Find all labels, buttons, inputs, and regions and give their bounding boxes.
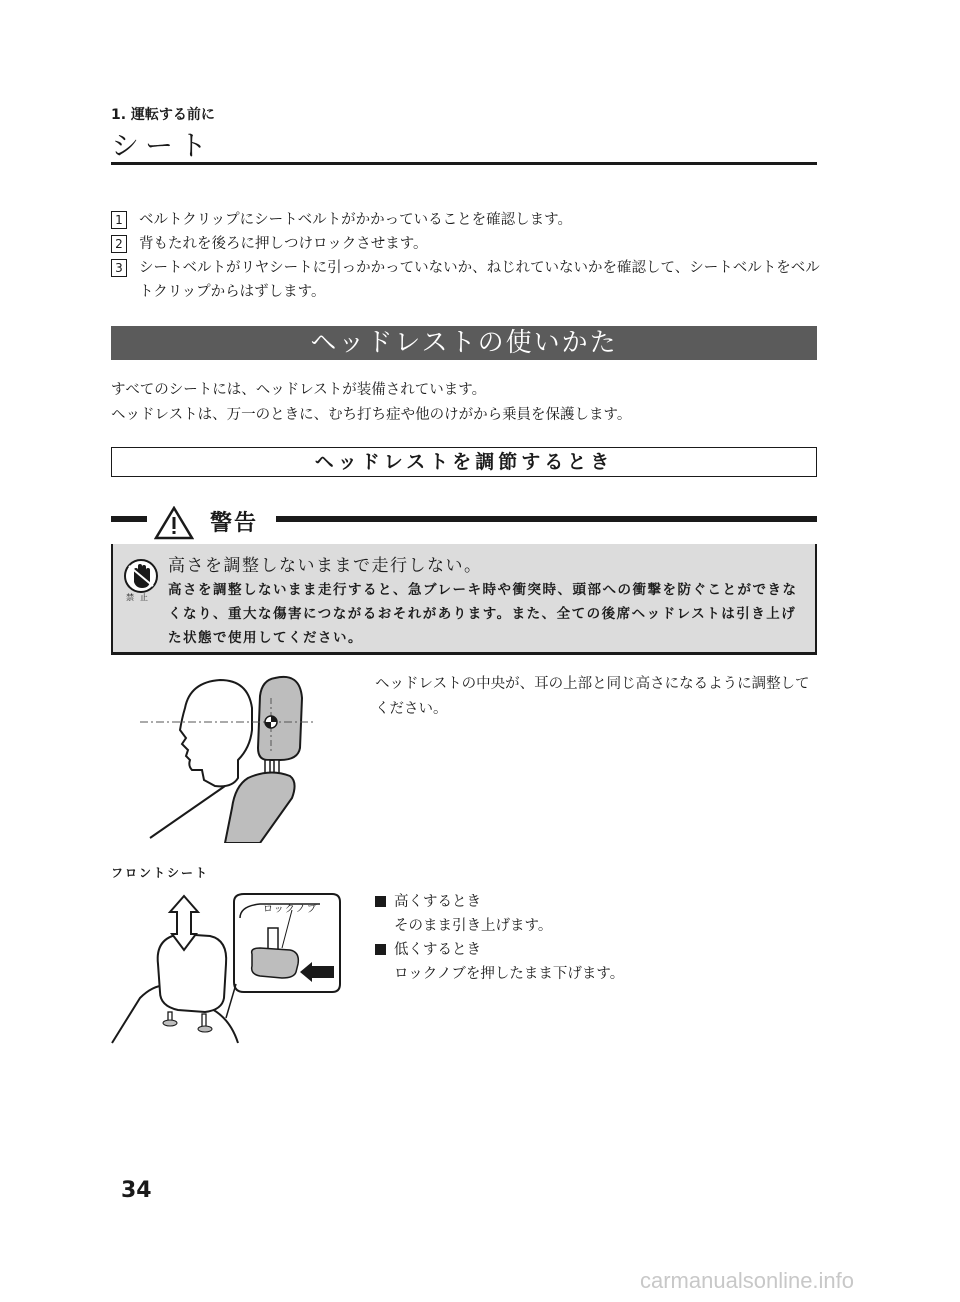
step-number: 2: [111, 235, 127, 253]
section-label: 1. 運転する前に: [111, 107, 215, 123]
warning-title: 警告: [210, 511, 259, 536]
warning-heading: 高さを調整しないままで走行しない。: [168, 556, 483, 576]
warning-rule-left: [111, 516, 147, 522]
prohibit-label: 禁止: [126, 593, 154, 602]
step-text: シートベルトがリヤシートに引っかかっていないか、ねじれていないかを確認して、シートベルトをベルトクリップからはずします。: [139, 260, 820, 300]
bullet-square-icon: [375, 896, 386, 907]
warning-triangle-icon: [154, 506, 194, 540]
subheading: ヘッドレストを調節するとき: [111, 447, 817, 477]
step-item: [111, 256, 821, 304]
bullet-square-icon: [375, 944, 386, 955]
warning-text: 高さを調整しないまま走行すると、急ブレーキ時や衝突時、頭部への衝撃を防ぐことができなくなり、重大な傷害につながるおそれがあります。また、全ての後席ヘッドレストは引き上げた状態で使用してください。: [168, 582, 798, 646]
intro-line: ヘッドレストは、万一のときに、むち打ち症や他のけがから乗員を保護します。: [111, 407, 632, 423]
headrest-intro: [111, 378, 817, 428]
warning-rule-right: [276, 516, 817, 522]
step-item: [111, 232, 821, 256]
lower-title: 低くするとき: [394, 942, 481, 958]
lower-heading: [375, 938, 815, 962]
step-text: 背もたれを後ろに押しつけロックさせます。: [139, 236, 428, 252]
watermark: carmanualsonline.info: [640, 1268, 855, 1293]
section-band-title: ヘッドレストの使いかた: [111, 326, 817, 360]
intro-line: すべてのシートには、ヘッドレストが装備されています。: [111, 382, 487, 398]
lock-knob-label: ロックノブ: [263, 904, 318, 915]
page-number: 34: [121, 1178, 152, 1203]
step-item: [111, 208, 821, 232]
step-number: 3: [111, 259, 127, 277]
raise-title: 高くするとき: [394, 894, 481, 910]
adjust-instruction: ヘッドレストの中央が、耳の上部と同じ高さになるように調整してください。: [375, 676, 810, 717]
figure-caption: フロントシート: [111, 866, 210, 880]
raise-text: そのまま引き上げます。: [394, 918, 553, 934]
lower-text: ロックノブを押したまま下げます。: [394, 966, 625, 982]
adjust-methods: [375, 890, 815, 986]
step-number: 1: [111, 211, 127, 229]
headrest-height-illustration: [140, 668, 330, 843]
title-rule: [111, 162, 817, 165]
step-text: ベルトクリップにシートベルトがかかっていることを確認します。: [139, 212, 572, 228]
step-list: [111, 208, 821, 304]
raise-heading: [375, 890, 815, 914]
page-title: シート: [111, 129, 214, 162]
